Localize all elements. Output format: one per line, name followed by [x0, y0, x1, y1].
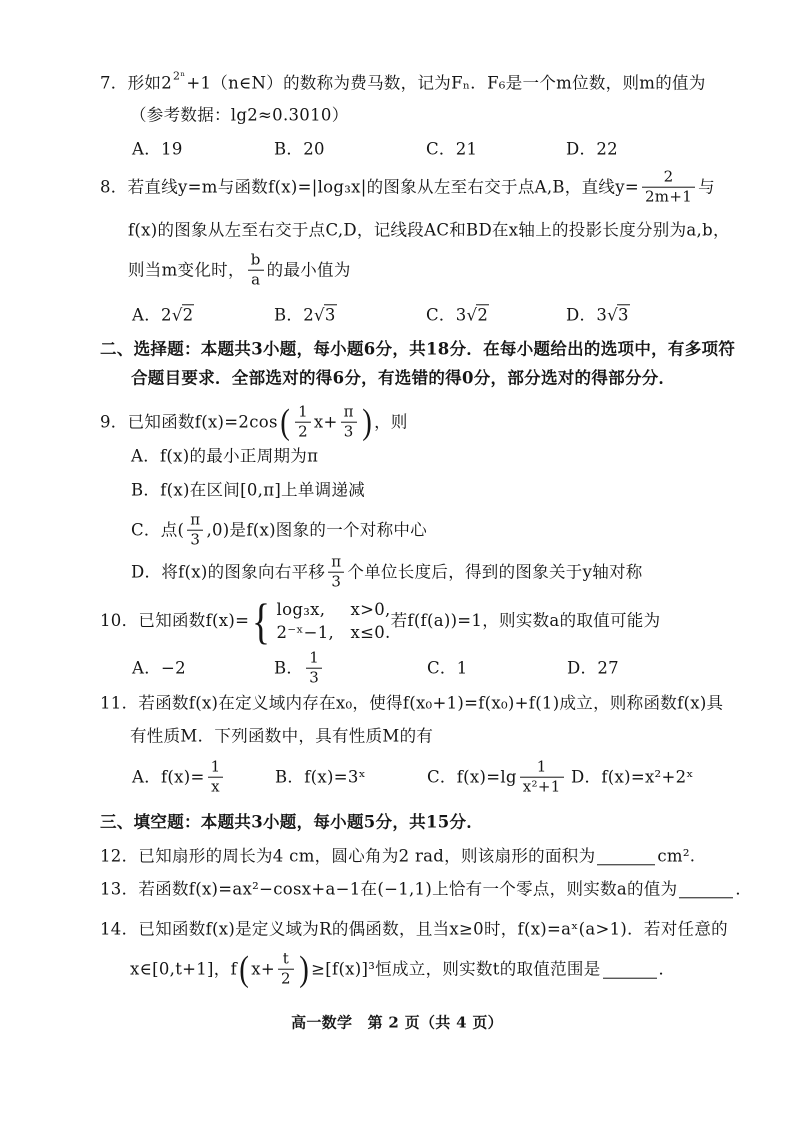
q14-stem-text-b: x∈[0,t+1]，f	[130, 959, 237, 979]
q9-option-c-text-b: ,0)是f(x)图象的一个对称中心	[206, 520, 428, 540]
q9-stem-text-a: 已知函数f(x)=2cos	[127, 412, 278, 432]
q10-option-a	[132, 657, 186, 678]
section-2-heading	[100, 338, 735, 359]
q10-piecewise-row-2	[277, 621, 391, 644]
fraction-numerator: 2	[642, 169, 695, 188]
q9-stem-x-plus: x+	[313, 412, 338, 432]
q14-answer-blank	[603, 960, 657, 979]
q14-left-paren: (	[239, 949, 250, 989]
q7-stem-text-b: +1（n∈N）的数称为费马数，记为Fₙ．F₆是一个m位数，则m的值为	[186, 73, 706, 93]
q11-option-d	[571, 766, 694, 787]
q8-option-d-coefficient: 3	[596, 305, 608, 325]
q7-stem	[100, 68, 706, 93]
q14-number: 14．	[100, 919, 139, 939]
q9-option-b-text: B．f(x)在区间[0,π]上单调递减	[131, 480, 366, 500]
q9-option-c-fraction	[187, 512, 203, 549]
q13-stem	[100, 878, 752, 899]
q9-stem-text-b: ，则	[374, 412, 408, 432]
q12-stem	[100, 845, 695, 866]
q10-row-1-expression: log₃x,	[276, 599, 326, 619]
q11-option-a	[132, 759, 226, 796]
q7-number: 7．	[100, 73, 128, 93]
q12-stem-text: 已知扇形的周长为4 cm，圆心角为2 rad，则该扇形的面积为	[138, 846, 596, 866]
q8-number: 8．	[100, 177, 128, 197]
q10-piecewise-row-1	[277, 598, 391, 621]
fraction-numerator: 1	[306, 650, 322, 669]
q9-option-c	[131, 512, 427, 549]
fraction-denominator: 3	[190, 530, 201, 549]
fraction-numerator: t	[278, 951, 294, 970]
q8-stem-text-b: 与	[698, 177, 715, 197]
fraction-denominator: 3	[331, 572, 342, 591]
section-3-heading	[100, 811, 483, 832]
q11-option-b-text: B．f(x)=3ˣ	[275, 767, 366, 787]
q8-stem-line-1	[100, 169, 715, 206]
q8-option-c-coefficient: 3	[455, 305, 467, 325]
q10-row-1-condition: x>0,	[350, 599, 391, 619]
q9-option-d-text-a: D．将f(x)的图象向右平移	[131, 562, 326, 582]
q14-stem-text-a: 已知函数f(x)是定义域为R的偶函数，且当x≥0时，f(x)=aˣ(a>1)．若对任意的	[138, 919, 728, 939]
q8-stem-text-c: f(x)的图象从左至右交于点C,D，记线段AC和BD在x轴上的投影长度分别为a,b，	[128, 220, 730, 240]
q11-option-d-text: D．f(x)=x²+2ˣ	[571, 767, 694, 787]
q12-unit: cm².	[657, 846, 696, 866]
q14-stem-line-2	[130, 951, 675, 988]
q8-stem-line-3	[128, 252, 351, 289]
fraction-denominator: 3	[343, 422, 354, 441]
fraction-numerator: π	[187, 512, 203, 531]
q8-option-a	[132, 304, 194, 325]
q8-option-c-radicand: 2	[477, 305, 489, 325]
q7-option-a	[132, 138, 183, 159]
q14-right-paren: )	[299, 949, 309, 989]
q7-option-a-text: A．19	[132, 139, 183, 159]
fraction-numerator: 1	[520, 759, 564, 778]
q8-option-b-radicand: 3	[324, 305, 336, 325]
q14-stem-x-plus: x+	[251, 959, 276, 979]
q8-option-d-radical-sign: √	[607, 305, 618, 325]
q11-option-c-fraction	[520, 759, 564, 796]
q8-option-d-radicand: 3	[617, 305, 629, 325]
q8-option-b	[274, 304, 337, 325]
q9-stem	[100, 404, 408, 441]
q7-option-b-text: B．20	[274, 139, 325, 159]
q8-fraction-b-over-a	[248, 252, 264, 289]
q10-row-2-condition: x≤0.	[350, 623, 391, 642]
fraction-denominator: 3	[309, 668, 320, 687]
q10-stem	[100, 593, 661, 649]
q9-option-a	[131, 445, 318, 466]
q10-option-d	[567, 657, 619, 678]
q10-stem-text-a: 已知函数f(x)=	[138, 611, 250, 631]
q9-left-paren: (	[279, 402, 290, 442]
q10-stem-text-b: 若f(f(a))=1，则实数a的取值可能为	[390, 611, 661, 631]
q11-option-b	[275, 766, 366, 787]
q11-option-a-text: A．f(x)=	[132, 767, 205, 787]
q13-stem-text: 若函数f(x)=ax²−cosx+a−1在(−1,1)上恰有一个零点，则实数a的值为	[138, 879, 678, 899]
q10-option-d-text: D．27	[567, 658, 619, 678]
fraction-numerator: 1	[208, 759, 224, 778]
fraction-denominator: x²+1	[522, 777, 561, 796]
q7-reference-data	[130, 104, 349, 125]
q9-number: 9．	[100, 412, 128, 432]
q8-option-a-coefficient: 2	[161, 305, 172, 325]
q8-stem-text-e: 的最小值为	[266, 260, 351, 280]
section-2-heading-continued	[131, 367, 675, 388]
q12-number: 12．	[100, 846, 139, 866]
q8-option-c-label: C．	[426, 305, 456, 325]
fraction-numerator: π	[328, 554, 344, 573]
q7-option-b	[274, 138, 325, 159]
fraction-numerator: b	[248, 252, 264, 271]
q8-option-b-label: B．	[274, 305, 304, 325]
q14-stem-line-1	[100, 918, 728, 939]
fraction-denominator: a	[251, 270, 261, 289]
q8-option-d-label: D．	[566, 305, 597, 325]
q7-reference-text: （参考数据：lg2≈0.3010）	[130, 105, 349, 125]
q10-option-b-fraction	[306, 650, 322, 687]
q9-right-paren: )	[362, 402, 372, 442]
q10-row-2-expression: 2⁻ˣ−1,	[276, 623, 335, 642]
q14-tail: ．	[658, 959, 676, 979]
q9-option-d-fraction	[328, 554, 344, 591]
q8-stem-text-d: 则当m变化时，	[128, 260, 245, 280]
fraction-numerator: π	[341, 404, 357, 423]
section-2-heading-line-2: 合题目要求．全部选对的得6分，有选错的得0分，部分选对的得部分分．	[131, 368, 676, 388]
q13-tail: ．	[735, 879, 753, 899]
q11-stem-line-2	[130, 725, 433, 746]
q10-option-c-text: C．1	[427, 658, 468, 678]
q10-option-a-text: A．−2	[132, 658, 186, 678]
q9-option-c-text-a: C．点(	[131, 520, 185, 540]
q10-option-c	[427, 657, 468, 678]
q9-option-a-text: A．f(x)的最小正周期为π	[131, 446, 319, 466]
q10-piecewise-brace: {	[252, 593, 271, 649]
q9-fraction-one-half	[295, 404, 311, 441]
q11-stem-text-a: 若函数f(x)在定义域内存在x₀，使得f(x₀+1)=f(x₀)+f(1)成立，则称函数f(x)具	[138, 693, 724, 713]
q10-number: 10．	[100, 611, 139, 631]
q9-fraction-pi-over-3	[341, 404, 357, 441]
section-3-heading-text: 三、填空题：本题共3小题，每小题5分，共15分．	[100, 812, 484, 832]
q10-piecewise-rows	[277, 598, 391, 644]
q8-option-d	[566, 304, 630, 325]
section-2-heading-line-1: 二、选择题：本题共3小题，每小题6分，共18分．在每小题给出的选项中，有多项符	[100, 339, 736, 359]
fraction-numerator: 1	[295, 404, 311, 423]
fraction-denominator: 2m+1	[644, 187, 693, 206]
q7-stem-text-a: 形如2	[127, 73, 173, 93]
q10-option-b-label: B．	[274, 658, 304, 678]
q11-option-c	[427, 759, 567, 796]
q8-stem-text-a: 若直线y=m与函数f(x)=|log₃x|的图象从左至右交于点A,B，直线y=	[127, 177, 639, 197]
q7-option-d	[566, 138, 618, 159]
q10-option-b	[274, 650, 325, 687]
fraction-denominator: 2	[281, 969, 291, 988]
q7-option-c-text: C．21	[426, 139, 478, 159]
q9-option-b	[131, 479, 365, 500]
q8-option-a-radicand: 2	[182, 305, 194, 325]
q8-option-b-coefficient: 2	[303, 305, 315, 325]
q13-answer-blank	[679, 880, 733, 899]
q11-option-a-fraction	[208, 759, 224, 796]
q11-stem-line-1	[100, 692, 723, 713]
q11-stem-text-b: 有性质M．下列函数中，具有性质M的有	[130, 726, 434, 746]
fraction-denominator: 2	[298, 422, 308, 441]
q7-option-c	[426, 138, 477, 159]
q8-option-c	[426, 304, 489, 325]
q14-fraction-t-over-2	[278, 951, 294, 988]
q12-answer-blank	[597, 847, 655, 866]
page-footer	[0, 1012, 794, 1033]
q14-stem-text-c: ≥[f(x)]³恒成立，则实数t的取值范围是	[311, 959, 601, 979]
q11-option-c-text: C．f(x)=lg	[427, 767, 517, 787]
q9-option-d-text-b: 个单位长度后，得到的图象关于y轴对称	[347, 562, 643, 582]
q11-number: 11．	[100, 693, 139, 713]
q7-exponent: 2ⁿ	[173, 68, 186, 82]
q8-option-b-radical-sign: √	[314, 305, 325, 325]
q7-option-d-text: D．22	[566, 139, 618, 159]
q8-option-a-radical-sign: √	[171, 305, 183, 325]
q9-option-d	[131, 554, 643, 591]
q8-option-c-radical-sign: √	[466, 305, 478, 325]
fraction-denominator: x	[211, 777, 220, 796]
q8-stem-line-2	[128, 219, 730, 240]
page-footer-text: 高一数学 第 2 页（共 4 页）	[291, 1013, 503, 1032]
q8-fraction-line	[642, 169, 695, 206]
q13-number: 13．	[100, 879, 139, 899]
q8-option-a-label: A．	[132, 305, 162, 325]
